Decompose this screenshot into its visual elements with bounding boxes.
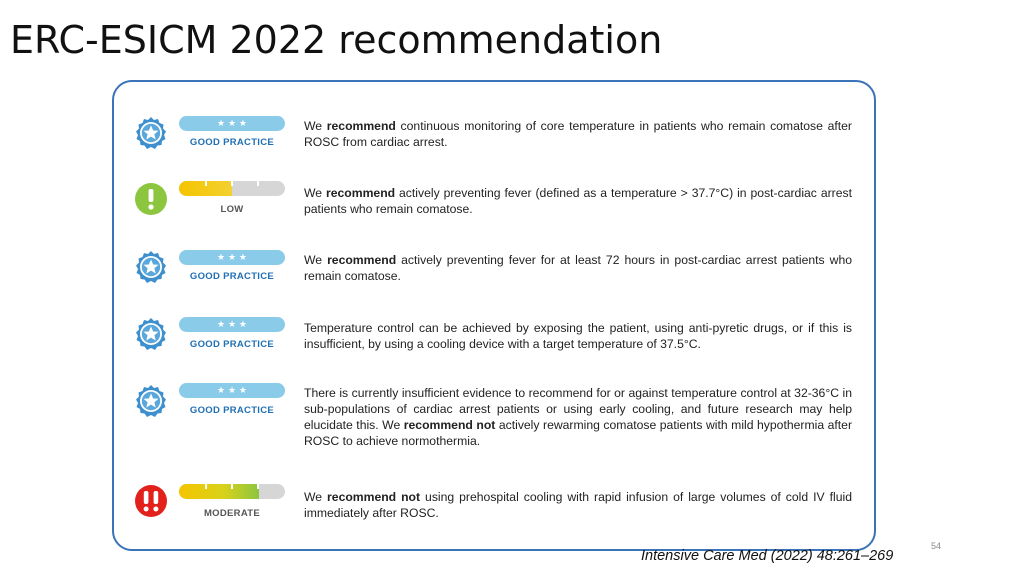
- recommendation-text: There is currently insufficient evidence to recommend for or against temperature control at 32-36°C in sub-populations of cardiac arrest patients or using early cooling, and future research may help elucidate this. We recommend not actively rewarming comatose patients with mild hypothermia after ROSC to achieve normothermia.: [304, 386, 853, 448]
- good-practice-bar: [179, 116, 285, 131]
- stars-glyphs: ★ ★ ★: [217, 385, 247, 396]
- stars-glyphs: ★ ★ ★: [217, 252, 247, 263]
- page-number: 54: [931, 541, 942, 551]
- recommendation-text: We recommend actively preventing fever for at least 72 hours in post-cardiac arrest patients who remain comatose.: [304, 253, 852, 283]
- exclamation-icon: [134, 182, 168, 216]
- grade-label: GOOD PRACTICE: [189, 137, 275, 148]
- good-practice-badge-icon: [134, 384, 168, 418]
- grade-label: GOOD PRACTICE: [189, 405, 275, 416]
- good-practice-bar: [179, 250, 285, 265]
- grade-label: LOW: [220, 204, 244, 215]
- slide-title: ERC-ESICM 2022 recommendation: [10, 18, 663, 62]
- grade-label: GOOD PRACTICE: [189, 339, 275, 350]
- good-practice-bar: [179, 317, 285, 332]
- grade-bar-low: [179, 181, 285, 196]
- good-practice-badge-icon: [134, 116, 168, 150]
- good-practice-badge-icon: [134, 317, 168, 351]
- grade-label: MODERATE: [203, 508, 261, 519]
- good-practice-badge-icon: [134, 250, 168, 284]
- recommendation-text: We recommend continuous monitoring of core temperature in patients who remain comatose after ROSC from cardiac arrest.: [304, 119, 852, 149]
- grade-bar-moderate: [179, 484, 285, 499]
- recommendation-text: We recommend not using prehospital cooling with rapid infusion of large volumes of cold IV fluid immediately after ROSC.: [304, 490, 852, 520]
- citation: Intensive Care Med (2022) 48:261–269: [641, 548, 894, 564]
- recommendation-text: Temperature control can be achieved by exposing the patient, using anti-pyretic drugs, or if this is insufficient, by using a cooling device with a target temperature of 37.5°C.: [304, 321, 852, 351]
- grade-label: GOOD PRACTICE: [189, 271, 275, 282]
- recommendation-text: We recommend actively preventing fever (defined as a temperature > 37.7°C) in post-cardiac arrest patients who remain comatose.: [304, 186, 852, 216]
- double-exclamation-icon: [134, 484, 168, 518]
- stars-glyphs: ★ ★ ★: [217, 118, 247, 129]
- good-practice-bar: [179, 383, 285, 398]
- recommendation-panel: [112, 80, 876, 551]
- stars-glyphs: ★ ★ ★: [217, 319, 247, 330]
- grade-fill: [179, 484, 259, 499]
